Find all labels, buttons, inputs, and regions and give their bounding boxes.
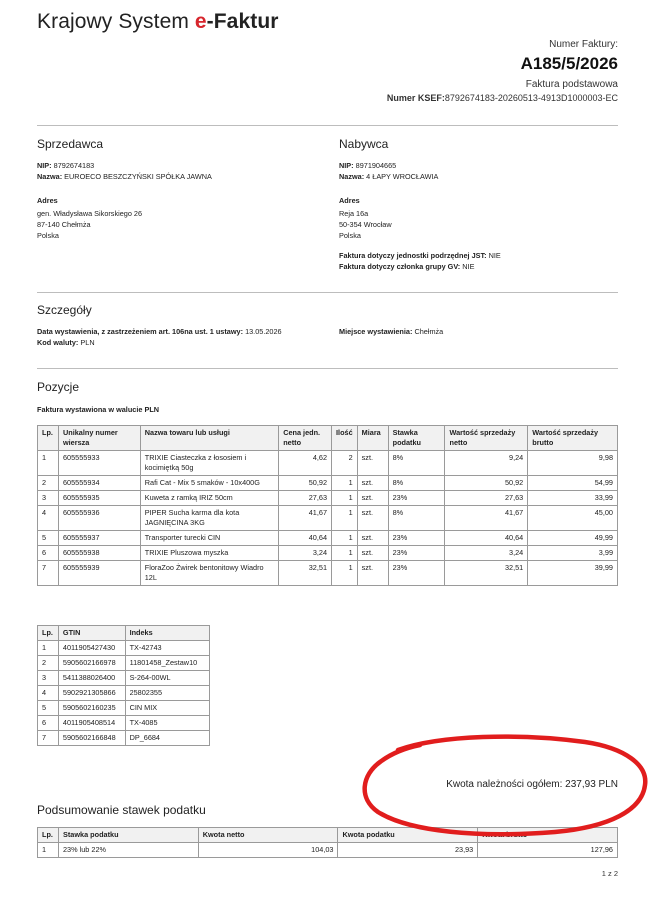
divider-header [37,125,618,126]
positions-header-cell: Wartość sprzedaży netto [445,426,528,451]
positions-cell: 3,24 [445,546,528,561]
positions-header-cell: Stawka podatku [388,426,445,451]
logo-e-letter: e [194,10,207,33]
positions-cell: 27,63 [279,491,332,506]
tax-summary-title: Podsumowanie stawek podatku [37,803,206,817]
positions-subtitle: Faktura wystawiona w walucie PLN [37,405,160,414]
system-logo [37,10,279,34]
ksef-value: 8792674183-20260513-4913D1000003-EC [444,93,618,103]
gtin-cell: 4 [38,686,59,701]
gtin-row [38,641,210,656]
positions-table [37,425,618,586]
positions-cell: 23% [388,561,445,586]
positions-cell: 1 [332,491,358,506]
positions-cell: szt. [357,491,388,506]
positions-cell: 27,63 [445,491,528,506]
positions-cell: 32,51 [279,561,332,586]
positions-cell: 605555937 [58,531,140,546]
buyer-name: Nazwa: 4 ŁAPY WROCŁAWIA [339,172,439,181]
positions-cell: 23% [388,491,445,506]
page-number: 1 z 2 [601,869,618,878]
positions-row [38,531,618,546]
positions-cell: 32,51 [445,561,528,586]
positions-cell: 2 [38,476,59,491]
positions-cell: 9,24 [445,451,528,476]
gtin-cell: 5 [38,701,59,716]
positions-cell: 33,99 [528,491,618,506]
positions-cell: szt. [357,476,388,491]
divider-details [37,368,618,369]
seller-address-line2: 87-140 Chełmża [37,220,91,229]
positions-cell: 40,64 [445,531,528,546]
positions-header-cell: Wartość sprzedaży brutto [528,426,618,451]
seller-address-line3: Polska [37,231,59,240]
gtin-header-cell: GTIN [58,626,125,641]
buyer-address-line1: Reja 16a [339,209,369,218]
buyer-gv-flag: Faktura dotyczy członka grupy GV: NIE [339,262,475,271]
positions-cell: 1 [332,531,358,546]
gtin-table [37,625,210,746]
positions-cell: szt. [357,561,388,586]
gtin-header-cell: Lp. [38,626,59,641]
positions-title: Pozycje [37,380,80,394]
positions-cell: 7 [38,561,59,586]
tax-summary-header-cell: Kwota brutto [478,828,618,843]
positions-cell: 45,00 [528,506,618,531]
tax-summary-cell: 127,96 [478,843,618,858]
total-label: Kwota należności ogółem: [446,779,563,790]
tax-summary-cell: 104,03 [198,843,338,858]
positions-cell: 1 [332,561,358,586]
gtin-cell: 6 [38,716,59,731]
positions-cell: 1 [332,476,358,491]
tax-summary-cell: 23,93 [338,843,478,858]
invoice-number-label: Numer Faktury: [549,39,618,50]
gtin-cell: 5905602160235 [58,701,125,716]
tax-summary-header-cell: Stawka podatku [58,828,198,843]
positions-cell: 41,67 [279,506,332,531]
positions-cell: 49,99 [528,531,618,546]
positions-cell: FloraZoo Żwirek bentonitowy Wiadro 12L [140,561,278,586]
positions-row [38,506,618,531]
gtin-cell: 5902921305866 [58,686,125,701]
invoice-number: A185/5/2026 [520,54,618,73]
tax-summary-header-cell: Kwota podatku [338,828,478,843]
seller-address-label: Adres [37,196,58,205]
buyer-address-line3: Polska [339,231,361,240]
positions-header-cell: Miara [357,426,388,451]
positions-cell: Kuweta z ramką IRIZ 50cm [140,491,278,506]
positions-cell: PIPER Sucha karma dla kota JAGNIĘCINA 3KG [140,506,278,531]
positions-cell: 4,62 [279,451,332,476]
positions-row [38,491,618,506]
positions-cell: 9,98 [528,451,618,476]
gtin-cell: CIN MIX [125,701,209,716]
positions-cell: 1 [332,506,358,531]
gtin-cell: TX-42743 [125,641,209,656]
tax-summary-header-cell: Lp. [38,828,59,843]
positions-cell: 3 [38,491,59,506]
gtin-row [38,656,210,671]
positions-cell: szt. [357,451,388,476]
gtin-cell: 4011905427430 [58,641,125,656]
positions-cell: 1 [38,451,59,476]
positions-cell: 23% [388,546,445,561]
positions-header-cell: Lp. [38,426,59,451]
positions-cell: szt. [357,531,388,546]
positions-cell: 4 [38,506,59,531]
gtin-cell: 1 [38,641,59,656]
buyer-jst-flag: Faktura dotyczy jednostki podrzędnej JST: NIE [339,251,501,260]
gtin-cell: 4011905408514 [58,716,125,731]
gtin-cell: 7 [38,731,59,746]
gtin-row [38,671,210,686]
total-amount [446,779,618,790]
positions-cell: 39,99 [528,561,618,586]
positions-row [38,476,618,491]
tax-summary-row [38,843,618,858]
positions-cell: 41,67 [445,506,528,531]
positions-cell: Transporter turecki CIN [140,531,278,546]
positions-header-cell: Cena jedn. netto [279,426,332,451]
tax-summary-header-cell: Kwota netto [198,828,338,843]
details-title: Szczegóły [37,303,92,317]
positions-cell: 605555936 [58,506,140,531]
positions-cell: 3,99 [528,546,618,561]
logo-text-part2: -Faktur [206,10,279,33]
ksef-number [387,93,618,103]
positions-cell: szt. [357,546,388,561]
ksef-label: Numer KSEF: [386,93,445,103]
gtin-cell: 5905602166848 [58,731,125,746]
positions-cell: 605555939 [58,561,140,586]
seller-name: Nazwa: EUROECO BESZCZYŃSKI SPÓŁKA JAWNA [37,172,212,181]
positions-cell: 605555938 [58,546,140,561]
logo-text-part1: Krajowy System [37,10,195,33]
positions-row [38,451,618,476]
gtin-cell: 5411388026400 [58,671,125,686]
gtin-header-cell: Indeks [125,626,209,641]
buyer-title: Nabywca [339,137,389,151]
positions-cell: 605555934 [58,476,140,491]
tax-summary-cell: 23% lub 22% [58,843,198,858]
details-currency: Kod waluty: PLN [37,338,95,347]
gtin-cell: 11801458_Zestaw10 [125,656,209,671]
positions-cell: 50,92 [279,476,332,491]
positions-cell: 605555935 [58,491,140,506]
gtin-cell: TX-4085 [125,716,209,731]
positions-header-cell: Unikalny numer wiersza [58,426,140,451]
positions-cell: 8% [388,476,445,491]
gtin-row [38,701,210,716]
positions-cell: 50,92 [445,476,528,491]
positions-cell: 6 [38,546,59,561]
tax-summary-table [37,827,618,858]
gtin-cell: 3 [38,671,59,686]
positions-header-cell: Ilość [332,426,358,451]
buyer-nip: NIP: 8971904665 [339,161,397,170]
positions-row [38,561,618,586]
positions-row [38,546,618,561]
details-place: Miejsce wystawienia: Chełmża [339,327,444,336]
gtin-cell: 25802355 [125,686,209,701]
positions-cell: 605555933 [58,451,140,476]
gtin-cell: S-264-00WL [125,671,209,686]
buyer-address-label: Adres [339,196,360,205]
positions-cell: 5 [38,531,59,546]
total-value: 237,93 PLN [565,779,618,790]
gtin-cell: DP_6684 [125,731,209,746]
positions-header-cell: Nazwa towaru lub usługi [140,426,278,451]
positions-cell: 3,24 [279,546,332,561]
divider-parties [37,292,618,293]
positions-cell: 8% [388,451,445,476]
invoice-type: Faktura podstawowa [525,79,618,90]
details-issue-date: Data wystawienia, z zastrzeżeniem art. 106na ust. 1 ustawy: 13.05.2026 [37,327,282,336]
seller-nip: NIP: 8792674183 [37,161,95,170]
positions-cell: TRIXIE Pluszowa myszka [140,546,278,561]
gtin-row [38,686,210,701]
tax-summary-cell: 1 [38,843,59,858]
positions-cell: 2 [332,451,358,476]
seller-title: Sprzedawca [37,137,104,151]
positions-cell: 54,99 [528,476,618,491]
seller-address-line1: gen. Władysława Sikorskiego 26 [37,209,143,218]
gtin-row [38,731,210,746]
buyer-address-line2: 50-354 Wrocław [339,220,392,229]
gtin-row [38,716,210,731]
positions-cell: 40,64 [279,531,332,546]
gtin-cell: 2 [38,656,59,671]
positions-cell: 8% [388,506,445,531]
gtin-cell: 5905602166978 [58,656,125,671]
positions-cell: TRIXIE Ciasteczka z łososiem i kocimiętką 50g [140,451,278,476]
positions-cell: 23% [388,531,445,546]
positions-cell: Rafi Cat - Mix 5 smaków - 10x400G [140,476,278,491]
positions-cell: 1 [332,546,358,561]
positions-cell: szt. [357,506,388,531]
